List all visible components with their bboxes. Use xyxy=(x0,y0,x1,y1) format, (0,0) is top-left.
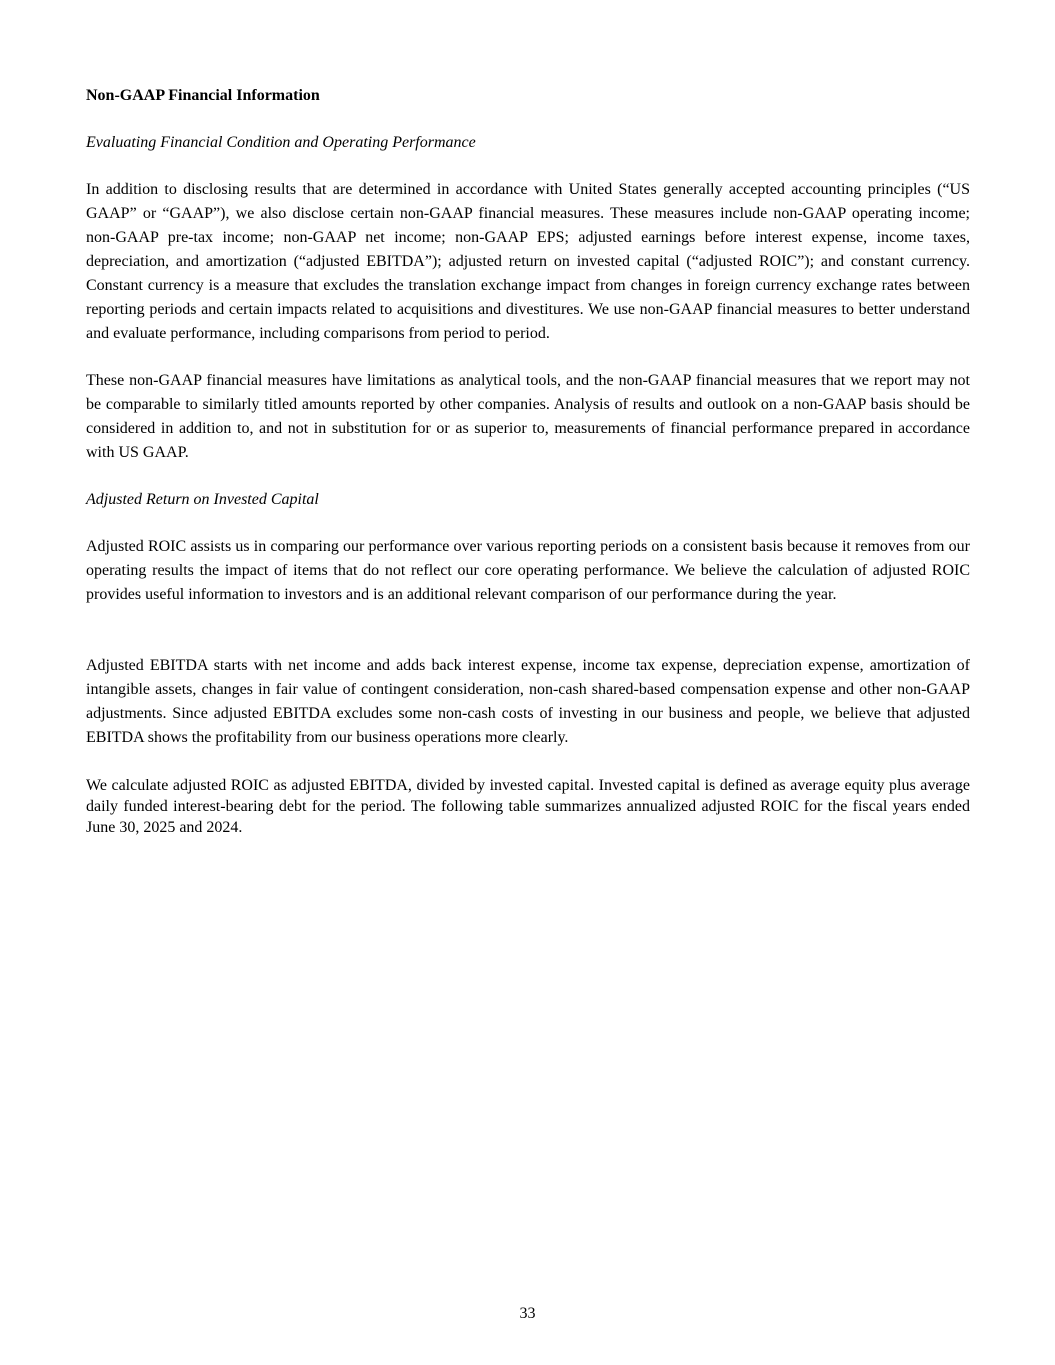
paragraph-roic-calculation: We calculate adjusted ROIC as adjusted EBITDA, divided by invested capital. Invested capital is defined as average equity plus average daily funded interest-bearing debt for the period. The following table summarizes annualized adjusted ROIC for the fiscal years ended June 30, 2025 and 2024. xyxy=(86,777,970,836)
paragraph-adjusted-ebitda: Adjusted EBITDA starts with net income and adds back interest expense, income tax expense, depreciation expense, amortization of intangible assets, changes in fair value of contingent consideration, non-cash shared-based compensation expense and other non-GAAP adjustments. Since adjusted EBITDA excludes some non-cash costs of investing in our business and people, we believe that adjusted EBITDA shows the profitability from our business operations more clearly. xyxy=(86,657,970,746)
subsection-title-evaluating: Evaluating Financial Condition and Operating Performance xyxy=(86,134,476,151)
subsection-title-roic: Adjusted Return on Invested Capital xyxy=(86,491,319,508)
section-heading: Non-GAAP Financial Information xyxy=(86,87,320,104)
paragraph-roic-purpose: Adjusted ROIC assists us in comparing our performance over various reporting periods on a consistent basis because it removes from our operating results the impact of items that do not reflect our core operating performance. We believe the calculation of adjusted ROIC provides useful information to investors and is an additional relevant comparison of our performance during the year. xyxy=(86,538,970,603)
page-number: 33 xyxy=(519,1305,536,1322)
paragraph-non-gaap-measures: In addition to disclosing results that are determined in accordance with United States generally accepted accounting principles (“US GAAP” or “GAAP”), we also disclose certain non-GAAP financial measures. These measures include non-GAAP operating income; non-GAAP pre-tax income; non-GAAP net income; non-GAAP EPS; adjusted earnings before interest expense, income taxes, depreciation, and amortization (“adjusted EBITDA”); adjusted return on invested capital (“adjusted ROIC”); and constant currency. Constant currency is a measure that excludes the translation exchange impact from changes in foreign currency exchange rates between reporting periods and certain impacts related to acquisitions and divestitures. We use non-GAAP financial measures to better understand and evaluate performance, including comparisons from period to period. xyxy=(86,181,970,342)
paragraph-limitations: These non-GAAP financial measures have limitations as analytical tools, and the non-GAAP financial measures that we report may not be comparable to similarly titled amounts reported by other companies. Analysis of results and outlook on a non-GAAP basis should be considered in addition to, and not in substitution for or as superior to, measurements of financial performance prepared in accordance with US GAAP. xyxy=(86,372,970,461)
